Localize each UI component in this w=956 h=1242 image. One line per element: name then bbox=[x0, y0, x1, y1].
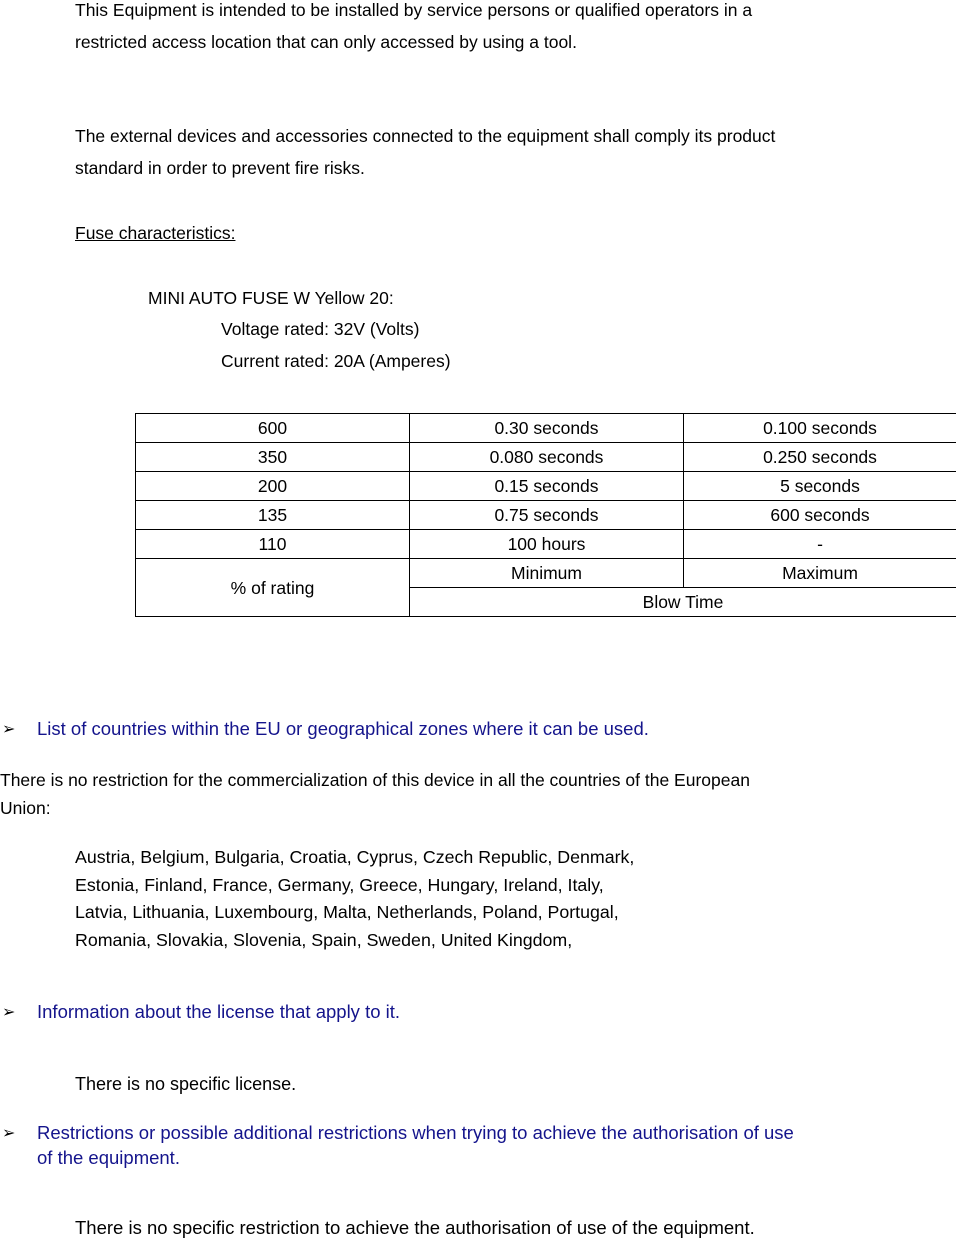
table-cell: 600 bbox=[136, 414, 410, 443]
table-cell: 350 bbox=[136, 443, 410, 472]
fuse-table bbox=[135, 413, 956, 617]
table-cell: 0.080 seconds bbox=[410, 443, 684, 472]
table-row bbox=[136, 530, 956, 559]
fuse-voltage: Voltage rated: 32V (Volts) bbox=[221, 319, 420, 339]
table-cell: - bbox=[684, 530, 956, 559]
restrictions-heading-line-2: of the equipment. bbox=[37, 1147, 180, 1168]
maximum-header-cell: Maximum bbox=[684, 559, 956, 588]
fuse-current: Current rated: 20A (Amperes) bbox=[221, 351, 451, 371]
table-cell: 200 bbox=[136, 472, 410, 501]
table-cell: 0.250 seconds bbox=[684, 443, 956, 472]
countries-list-line: Austria, Belgium, Bulgaria, Croatia, Cyprus, Czech Republic, Denmark, bbox=[75, 847, 635, 867]
intro-line-1: This Equipment is intended to be installed by service persons or qualified operators in a bbox=[75, 0, 753, 20]
minimum-header-cell: Minimum bbox=[410, 559, 684, 588]
table-cell: 100 hours bbox=[410, 530, 684, 559]
countries-text-line-1: There is no restriction for the commercialization of this device in all the countries of the European bbox=[0, 770, 750, 790]
table-row bbox=[136, 501, 956, 530]
blow-time-header-cell: Blow Time bbox=[410, 588, 956, 617]
license-heading: Information about the license that apply to it. bbox=[37, 1001, 401, 1022]
table-cell: 135 bbox=[136, 501, 410, 530]
license-text: There is no specific license. bbox=[75, 1074, 297, 1094]
fuse-heading: Fuse characteristics: bbox=[75, 223, 236, 243]
restrictions-text: There is no specific restriction to achieve the authorisation of use of the equipment. bbox=[75, 1217, 755, 1238]
countries-heading: List of countries within the EU or geographical zones where it can be used. bbox=[37, 718, 649, 739]
bullet-arrow-icon: ➢ bbox=[2, 1125, 16, 1142]
intro-line-4: standard in order to prevent fire risks. bbox=[75, 158, 365, 178]
table-cell: 0.15 seconds bbox=[410, 472, 684, 501]
intro-line-2: restricted access location that can only accessed by using a tool. bbox=[75, 32, 577, 52]
rating-header-cell: % of rating bbox=[136, 559, 410, 617]
intro-line-3: The external devices and accessories connected to the equipment shall comply its product bbox=[75, 126, 776, 146]
restrictions-heading-line-1: Restrictions or possible additional restrictions when trying to achieve the authorisation of use bbox=[37, 1122, 794, 1143]
countries-list-line: Estonia, Finland, France, Germany, Greece, Hungary, Ireland, Italy, bbox=[75, 874, 604, 895]
countries-list bbox=[75, 844, 634, 955]
table-cell: 600 seconds bbox=[684, 501, 956, 530]
table-cell: 0.30 seconds bbox=[410, 414, 684, 443]
table-cell: 110 bbox=[136, 530, 410, 559]
countries-list-line: Latvia, Lithuania, Luxembourg, Malta, Netherlands, Poland, Portugal, bbox=[75, 902, 619, 923]
table-cell: 5 seconds bbox=[684, 472, 956, 501]
table-cell: 0.100 seconds bbox=[684, 414, 956, 443]
countries-text-line-2: Union: bbox=[0, 798, 51, 818]
bullet-arrow-icon: ➢ bbox=[2, 721, 16, 738]
table-row bbox=[136, 472, 956, 501]
countries-list-line: Romania, Slovakia, Slovenia, Spain, Sweden, United Kingdom, bbox=[75, 930, 573, 951]
bullet-arrow-icon: ➢ bbox=[2, 1004, 16, 1021]
table-row bbox=[136, 414, 956, 443]
fuse-name: MINI AUTO FUSE W Yellow 20: bbox=[148, 288, 394, 308]
table-header-row bbox=[136, 559, 956, 588]
table-row bbox=[136, 443, 956, 472]
table-cell: 0.75 seconds bbox=[410, 501, 684, 530]
